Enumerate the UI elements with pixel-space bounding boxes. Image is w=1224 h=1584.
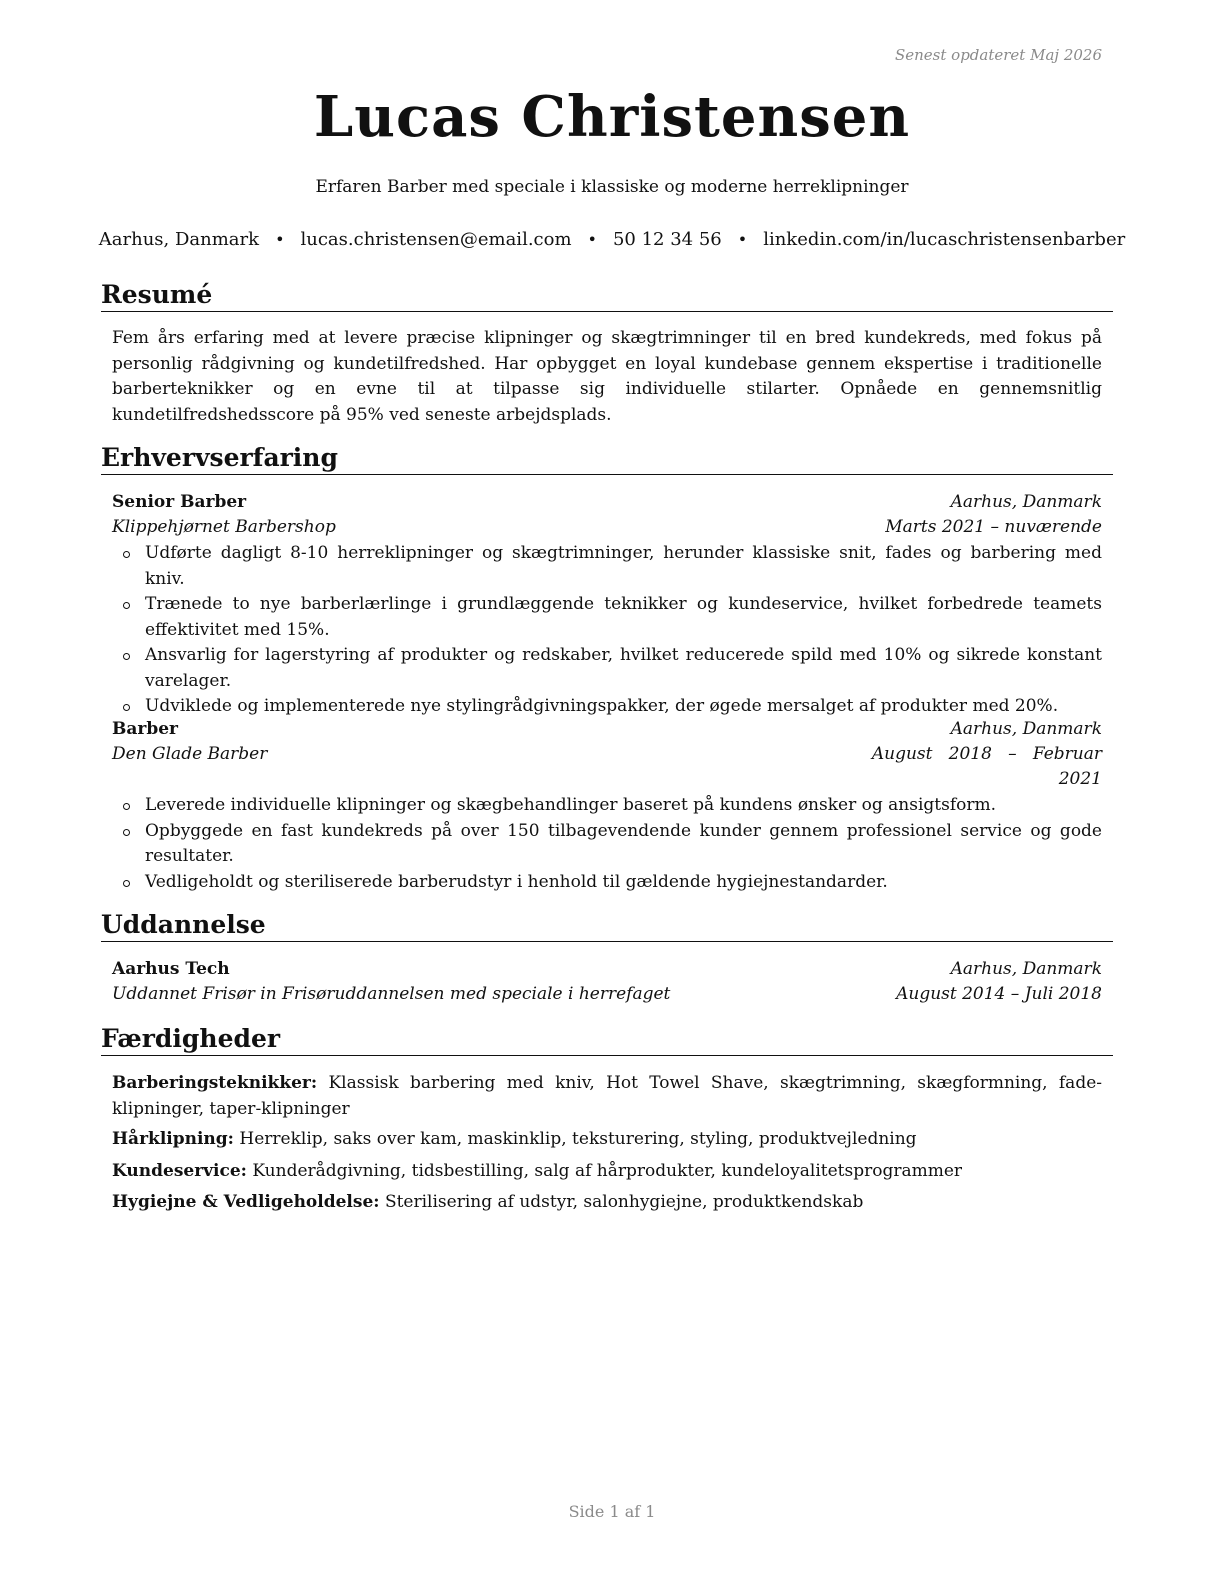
job-bullets (112, 793, 1102, 895)
bullet-separator: • (737, 230, 748, 249)
job-role: Senior Barber (112, 492, 247, 512)
page-number: Side 1 af 1 (568, 1502, 656, 1521)
list-item: Ansvarlig for lagerstyring af produkter og redskaber, hvilket reducerede spild med 10% og sikrede konstant varelager. (112, 643, 1102, 694)
skill-label: Barberingsteknikker: (112, 1073, 318, 1093)
summary-text: Fem års erfaring med at levere præcise klipninger og skægtrimninger til en bred kundekreds, med fokus på personlig rådgivning og kundetilfredshed. Har opbygget en loyal kundebase gennem ekspertise i traditionelle barberteknikker og en evne til at tilpasse sig individuelle stilarter. Opnåede en gennemsnitlig kundetilfredshedsscore på 95% ved seneste arbejdsplads. (112, 328, 1102, 425)
skill-text: Herreklip, saks over kam, maskinklip, teksturering, styling, produktvejledning (239, 1129, 917, 1149)
skill-label: Hårklipning: (112, 1129, 234, 1149)
skill-label: Kundeservice: (112, 1161, 247, 1181)
section-title-summary: Resumé (101, 280, 1113, 312)
job-dates: Marts 2021 – nuværende (885, 517, 1102, 537)
skill-item (112, 1190, 1102, 1216)
education-degree: Uddannet Frisør in Frisøruddannelsen med speciale i herrefaget (112, 984, 671, 1004)
contact-line (0, 229, 1224, 250)
skill-text: Kunderådgivning, tidsbestilling, salg af hårprodukter, kundeloyalitetsprogrammer (252, 1161, 963, 1181)
skill-item (112, 1071, 1102, 1122)
skill-text: Klassisk barbering med kniv, Hot Towel Shave, skægtrimning, skægformning, fade-klipninger, taper-klipninger (112, 1073, 1103, 1119)
contact-email[interactable]: lucas.christensen@email.com (300, 229, 572, 250)
section-title-experience: Erhvervserfaring (101, 443, 1113, 475)
job-dates: August 2018 – Februar 2021 (871, 744, 1102, 789)
skill-item (112, 1127, 1102, 1153)
job-header (112, 717, 1102, 742)
skill-item (112, 1159, 1102, 1185)
candidate-name: Lucas Christensen (313, 84, 911, 150)
contact-linkedin[interactable]: linkedin.com/in/lucaschristensenbarber (763, 229, 1126, 250)
list-item: Vedligeholdt og steriliserede barberudstyr i henhold til gældende hygiejnestandarder. (112, 870, 1102, 896)
contact-location: Aarhus, Danmark (98, 229, 260, 250)
job-header (112, 490, 1102, 515)
list-item: Udviklede og implementerede nye stylingrådgivningspakker, der øgede mersalget af produkter med 20%. (112, 694, 1102, 720)
section-title-education: Uddannelse (101, 910, 1113, 942)
section-title-skills: Færdigheder (101, 1024, 1113, 1056)
bullet-separator: • (275, 230, 285, 249)
job-subheader (112, 742, 1102, 792)
job-location: Aarhus, Danmark (950, 719, 1102, 739)
tagline: Erfaren Barber med speciale i klassiske og moderne herreklipninger (315, 177, 909, 197)
education-location: Aarhus, Danmark (950, 959, 1102, 979)
job-location: Aarhus, Danmark (950, 492, 1102, 512)
education-subheader (112, 982, 1102, 1007)
job-company: Klippehjørnet Barbershop (112, 517, 336, 537)
contact-phone[interactable]: 50 12 34 56 (612, 229, 722, 250)
list-item: Leverede individuelle klipninger og skægbehandlinger baseret på kundens ønsker og ansigtsform. (112, 793, 1102, 819)
job-subheader (112, 515, 1102, 540)
job-bullets (112, 541, 1102, 720)
list-item: Trænede to nye barberlærlinge i grundlæggende teknikker og kundeservice, hvilket forbedrede teamets effektivitet med 15%. (112, 592, 1102, 643)
skill-text: Sterilisering af udstyr, salonhygiejne, produktkendskab (384, 1192, 864, 1212)
job-company: Den Glade Barber (112, 744, 268, 764)
list-item: Udførte dagligt 8-10 herreklipninger og skægtrimninger, herunder klassiske snit, fades og barbering med kniv. (112, 541, 1102, 592)
last-updated: Senest opdateret Maj 2026 (894, 46, 1102, 64)
education-header (112, 957, 1102, 982)
skill-label: Hygiejne & Vedligeholdelse: (112, 1192, 380, 1212)
bullet-separator: • (587, 230, 597, 249)
job-role: Barber (112, 719, 178, 739)
education-school: Aarhus Tech (112, 959, 230, 979)
list-item: Opbyggede en fast kundekreds på over 150 tilbagevendende kunder gennem professionel service og gode resultater. (112, 819, 1102, 870)
education-dates: August 2014 – Juli 2018 (896, 984, 1102, 1004)
